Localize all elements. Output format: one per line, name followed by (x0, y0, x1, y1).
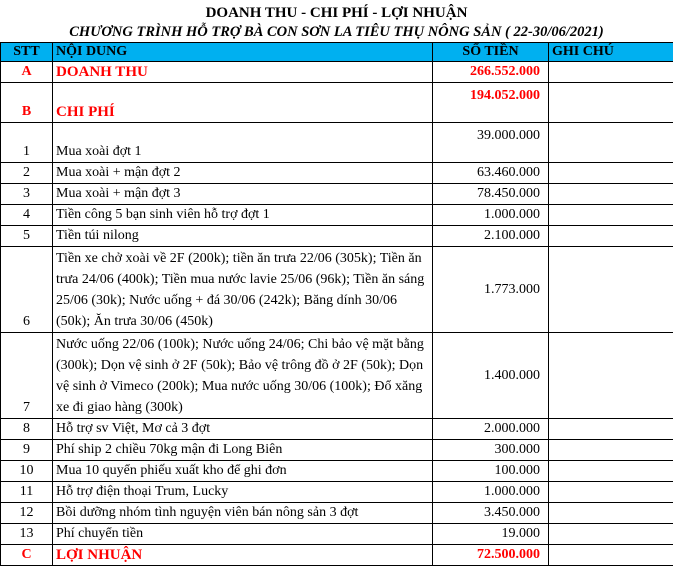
item-amount[interactable]: 1.000.000 (433, 205, 549, 226)
table-row (1, 482, 673, 503)
table-row (1, 524, 673, 545)
item-amount[interactable]: 300.000 (433, 440, 549, 461)
header-stt[interactable]: STT (1, 43, 53, 62)
item-stt[interactable]: 10 (1, 461, 53, 482)
revenue-amount[interactable]: 266.552.000 (433, 62, 549, 83)
item-content[interactable]: Mua xoài + mận đợt 2 (53, 163, 433, 184)
item-note[interactable] (549, 440, 673, 461)
cost-amount[interactable]: 194.052.000 (433, 83, 549, 123)
item-amount[interactable]: 1.773.000 (433, 247, 549, 333)
revenue-stt[interactable]: A (1, 62, 53, 83)
cost-note[interactable] (549, 83, 673, 123)
table-row (1, 226, 673, 247)
item-note[interactable] (549, 123, 673, 163)
item-content[interactable]: Mua xoài đợt 1 (53, 123, 433, 163)
item-note[interactable] (549, 461, 673, 482)
finance-table (0, 42, 673, 566)
table-row (1, 503, 673, 524)
item-note[interactable] (549, 163, 673, 184)
table-header-row (1, 43, 673, 62)
table-row (1, 184, 673, 205)
item-content[interactable]: Hỗ trợ điện thoại Trum, Lucky (53, 482, 433, 503)
cost-label[interactable]: CHI PHÍ (53, 83, 433, 123)
table-row (1, 205, 673, 226)
item-stt[interactable]: 4 (1, 205, 53, 226)
item-stt[interactable]: 13 (1, 524, 53, 545)
item-stt[interactable]: 7 (1, 333, 53, 419)
item-note[interactable] (549, 184, 673, 205)
revenue-note[interactable] (549, 62, 673, 83)
item-stt[interactable]: 9 (1, 440, 53, 461)
item-content[interactable]: Nước uống 22/06 (100k); Nước uống 24/06; Chi bảo vệ mặt bằng (300k); Dọn vệ sinh ở 2F (50k); Bảo vệ trông đồ ở 2F (50k); Dọn vệ sinh ở Vimeco (200k); Mua nước uống 30/06 (100k); Đổ xăng xe đi giao hàng (300k) (53, 333, 433, 419)
item-amount[interactable]: 63.460.000 (433, 163, 549, 184)
item-amount[interactable]: 100.000 (433, 461, 549, 482)
sheet-title: DOANH THU - CHI PHÍ - LỢI NHUẬN (205, 5, 468, 21)
item-amount[interactable]: 2.100.000 (433, 226, 549, 247)
item-content[interactable]: Mua xoài + mận đợt 3 (53, 184, 433, 205)
item-note[interactable] (549, 482, 673, 503)
table-row (1, 163, 673, 184)
item-note[interactable] (549, 333, 673, 419)
item-note[interactable] (549, 247, 673, 333)
item-content[interactable]: Hỗ trợ sv Việt, Mơ cả 3 đợt (53, 419, 433, 440)
item-stt[interactable]: 2 (1, 163, 53, 184)
item-note[interactable] (549, 503, 673, 524)
item-content[interactable]: Bồi dưỡng nhóm tình nguyện viên bán nông sản 3 đợt (53, 503, 433, 524)
header-content[interactable]: NỘI DUNG (53, 43, 433, 62)
header-note[interactable]: GHI CHÚ (549, 43, 673, 62)
table-row (1, 440, 673, 461)
item-stt[interactable]: 8 (1, 419, 53, 440)
item-content[interactable]: Phí chuyển tiền (53, 524, 433, 545)
item-note[interactable] (549, 205, 673, 226)
item-stt[interactable]: 5 (1, 226, 53, 247)
item-note[interactable] (549, 419, 673, 440)
header-amount[interactable]: SỐ TIỀN (433, 43, 549, 62)
item-stt[interactable]: 6 (1, 247, 53, 333)
item-note[interactable] (549, 524, 673, 545)
table-row (1, 247, 673, 333)
item-amount[interactable]: 39.000.000 (433, 123, 549, 163)
item-stt[interactable]: 12 (1, 503, 53, 524)
item-amount[interactable]: 2.000.000 (433, 419, 549, 440)
item-stt[interactable]: 11 (1, 482, 53, 503)
item-amount[interactable]: 19.000 (433, 524, 549, 545)
profit-stt[interactable]: C (1, 545, 53, 566)
item-amount[interactable]: 3.450.000 (433, 503, 549, 524)
profit-note[interactable] (549, 545, 673, 566)
item-amount[interactable]: 78.450.000 (433, 184, 549, 205)
item-stt[interactable]: 1 (1, 123, 53, 163)
table-row (1, 123, 673, 163)
item-amount[interactable]: 1.400.000 (433, 333, 549, 419)
table-row (1, 333, 673, 419)
item-content[interactable]: Tiền túi nilong (53, 226, 433, 247)
table-row (1, 461, 673, 482)
item-note[interactable] (549, 226, 673, 247)
item-content[interactable]: Tiền xe chở xoài về 2F (200k); tiền ăn trưa 22/06 (305k); Tiền ăn trưa 24/06 (400k); Tiền mua nước lavie 25/06 (96k); Tiền ăn sáng 25/06 (30k); Nước uống + đá 30/06 (242k); Băng dính 30/06 (50k); Ăn trưa 30/06 (450k) (53, 247, 433, 333)
revenue-label[interactable]: DOANH THU (53, 62, 433, 83)
profit-amount[interactable]: 72.500.000 (433, 545, 549, 566)
item-content[interactable]: Tiền công 5 bạn sinh viên hỗ trợ đợt 1 (53, 205, 433, 226)
table-row (1, 419, 673, 440)
profit-row (1, 545, 673, 566)
item-amount[interactable]: 1.000.000 (433, 482, 549, 503)
sheet-subtitle: CHƯƠNG TRÌNH HỖ TRỢ BÀ CON SƠN LA TIÊU THỤ NÔNG SẢN ( 22-30/06/2021) (69, 24, 604, 40)
item-stt[interactable]: 3 (1, 184, 53, 205)
item-content[interactable]: Phí ship 2 chiều 70kg mận đi Long Biên (53, 440, 433, 461)
revenue-row (1, 62, 673, 83)
cost-row (1, 83, 673, 123)
item-content[interactable]: Mua 10 quyển phiếu xuất kho để ghi đơn (53, 461, 433, 482)
profit-label[interactable]: LỢI NHUẬN (53, 545, 433, 566)
cost-stt[interactable]: B (1, 83, 53, 123)
